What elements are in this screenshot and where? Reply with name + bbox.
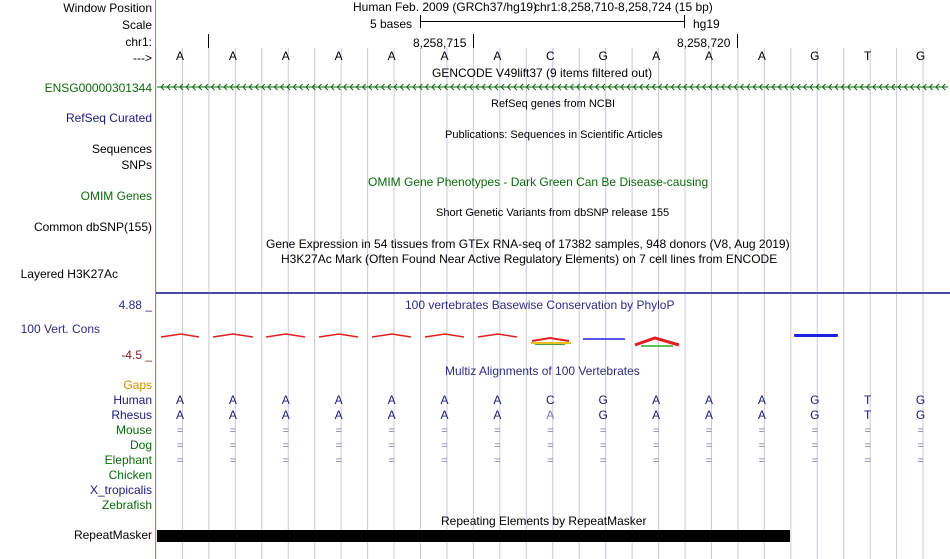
alignment-base-human: A	[281, 393, 290, 407]
ruler-tick-1	[473, 34, 474, 48]
dbsnp-track-label[interactable]: Common dbSNP(155)	[33, 220, 152, 234]
alignment-base-rhesus: A	[175, 408, 184, 422]
alignment-base-elephant: =	[705, 455, 713, 467]
alignment-base-mouse: =	[441, 425, 448, 437]
alignment-base-elephant: =	[547, 455, 554, 467]
alignment-base-elephant: =	[335, 455, 342, 467]
sequence-base: G	[915, 49, 926, 63]
alignment-base-dog: =	[441, 440, 448, 452]
alignment-base-elephant: =	[388, 455, 395, 467]
alignment-base-rhesus: G	[810, 408, 820, 422]
browser-image-area	[155, 0, 950, 559]
alignment-base-rhesus: A	[546, 408, 555, 422]
repeatmasker-track-label[interactable]: RepeatMasker	[73, 528, 152, 542]
snps-track-label[interactable]: SNPs	[121, 158, 152, 172]
alignment-base-mouse: =	[335, 425, 342, 437]
alignment-base-mouse: =	[599, 425, 607, 437]
alignment-base-dog: =	[229, 440, 237, 452]
alignment-base-human: G	[598, 393, 608, 407]
alignment-base-mouse: =	[388, 425, 395, 437]
alignment-base-dog: =	[917, 440, 924, 452]
h3k27ac-track-label[interactable]: Layered H3K27Ac	[20, 267, 118, 281]
alignment-base-human: A	[387, 393, 396, 407]
refseq-track-title: RefSeq genes from NCBI	[491, 98, 616, 110]
repeat-element-block[interactable]	[157, 530, 790, 542]
refseq-track-label[interactable]: RefSeq Curated	[65, 111, 152, 125]
species-elephant-label[interactable]: Elephant	[104, 453, 152, 467]
alignment-base-mouse: =	[176, 425, 184, 437]
gencode-track-title: GENCODE V49lift37 (9 items filtered out)	[432, 66, 653, 80]
alignment-base-rhesus: A	[493, 408, 502, 422]
alignment-base-elephant: =	[282, 455, 290, 467]
strand-arrow-label[interactable]: --->	[133, 51, 152, 65]
alignment-base-mouse: =	[282, 425, 290, 437]
alignment-base-rhesus: G	[598, 408, 608, 422]
multiz-track-title: Multiz Alignments of 100 Vertebrates	[445, 364, 640, 378]
alignment-base-dog: =	[811, 440, 819, 452]
sequence-base: T	[864, 49, 872, 63]
alignment-base-rhesus: A	[757, 408, 766, 422]
alignment-base-mouse: =	[758, 425, 766, 437]
sequence-base: A	[175, 49, 184, 63]
alignment-base-dog: =	[599, 440, 607, 452]
alignment-base-mouse: =	[811, 425, 819, 437]
gtex-track-title: Gene Expression in 54 tissues from GTEx RNA-seq of 17382 samples, 948 donors (V8, Aug 2019)	[266, 237, 790, 251]
omim-track-label[interactable]: OMIM Genes	[80, 189, 152, 203]
species-mouse-label[interactable]: Mouse	[115, 423, 152, 437]
scale-bar-right-tick	[684, 15, 685, 28]
dbsnp-track-title: Short Genetic Variants from dbSNP release 155	[436, 207, 670, 219]
alignment-base-human: A	[228, 393, 237, 407]
alignment-base-human: A	[175, 393, 184, 407]
alignment-base-rhesus: A	[334, 408, 343, 422]
alignment-base-dog: =	[705, 440, 713, 452]
alignment-base-human: A	[334, 393, 343, 407]
species-dog-label[interactable]: Dog	[129, 438, 152, 452]
scale-db-text: hg19	[693, 17, 720, 31]
ruler-tick-start	[208, 34, 209, 48]
scale-text: 5 bases	[370, 17, 413, 31]
sequence-base: A	[281, 49, 290, 63]
sequence-base: A	[757, 49, 766, 63]
alignment-base-elephant: =	[176, 455, 184, 467]
alignment-base-dog: =	[282, 440, 290, 452]
alignment-base-human: A	[493, 393, 502, 407]
alignment-base-rhesus: T	[864, 408, 872, 422]
alignment-base-rhesus: A	[281, 408, 290, 422]
scale-bar-left-tick	[420, 15, 421, 28]
omim-track-title: OMIM Gene Phenotypes - Dark Green Can Be Disease-causing	[368, 175, 709, 189]
phylop-min-label: -4.5 _	[121, 348, 152, 362]
alignment-base-human: A	[440, 393, 449, 407]
window-position-label: Window Position	[63, 1, 152, 15]
alignment-base-rhesus: A	[387, 408, 396, 422]
alignment-base-mouse: =	[652, 425, 660, 437]
alignment-base-elephant: =	[811, 455, 819, 467]
alignment-base-dog: =	[758, 440, 766, 452]
alignment-base-rhesus: A	[228, 408, 237, 422]
alignment-base-mouse: =	[229, 425, 237, 437]
gaps-label: Gaps	[123, 378, 152, 392]
repeatmasker-track-title: Repeating Elements by RepeatMasker	[441, 514, 647, 528]
alignment-base-human: T	[864, 393, 872, 407]
assembly-title: Human Feb. 2009 (GRCh37/hg19)	[353, 0, 538, 14]
chrom-label: chr1:	[125, 35, 152, 49]
h3k27ac-track-title: H3K27Ac Mark (Often Found Near Active Regulatory Elements) on 7 cell lines from ENCODE	[281, 252, 778, 266]
ruler-pos-2: 8,258,720	[677, 36, 731, 50]
alignment-base-elephant: =	[229, 455, 237, 467]
alignment-base-rhesus: A	[704, 408, 713, 422]
alignment-base-elephant: =	[494, 455, 501, 467]
alignment-base-elephant: =	[917, 455, 924, 467]
alignment-base-elephant: =	[864, 455, 871, 467]
sequence-base: C	[545, 49, 555, 63]
track-label-panel	[0, 0, 156, 559]
species-human-label[interactable]: Human	[113, 393, 152, 407]
alignment-base-human: A	[704, 393, 713, 407]
alignment-base-dog: =	[864, 440, 871, 452]
gencode-gene-feature[interactable]	[155, 82, 950, 92]
alignment-base-human: G	[810, 393, 820, 407]
species-rhesus-label[interactable]: Rhesus	[111, 408, 152, 422]
sequence-base: A	[440, 49, 449, 63]
alignment-base-elephant: =	[599, 455, 607, 467]
alignment-base-rhesus: A	[652, 408, 661, 422]
sequence-base: A	[228, 49, 237, 63]
sequence-base: A	[704, 49, 713, 63]
sequence-base: A	[334, 49, 343, 63]
alignment-base-dog: =	[652, 440, 660, 452]
sequence-base: G	[598, 49, 608, 63]
alignment-base-mouse: =	[864, 425, 871, 437]
scale-label: Scale	[121, 18, 152, 32]
alignment-base-elephant: =	[758, 455, 766, 467]
alignment-base-rhesus: A	[440, 408, 449, 422]
alignment-base-elephant: =	[652, 455, 660, 467]
sequences-track-label[interactable]: Sequences	[91, 142, 152, 156]
alignment-base-human: C	[545, 393, 555, 407]
sequence-base: A	[387, 49, 396, 63]
alignment-base-dog: =	[176, 440, 184, 452]
ruler-tick-2	[737, 34, 738, 48]
alignment-base-mouse: =	[705, 425, 713, 437]
species-xtropicalis-label[interactable]: X_tropicalis	[89, 483, 152, 497]
species-chicken-label[interactable]: Chicken	[108, 468, 152, 482]
sequence-base: A	[493, 49, 502, 63]
alignment-base-elephant: =	[441, 455, 448, 467]
alignment-base-dog: =	[494, 440, 501, 452]
ruler-pos-1: 8,258,715	[413, 36, 467, 50]
alignment-base-dog: =	[547, 440, 554, 452]
alignment-base-mouse: =	[494, 425, 501, 437]
phylop-max-label: 4.88 _	[118, 298, 152, 312]
alignment-base-mouse: =	[547, 425, 554, 437]
alignment-base-human: G	[915, 393, 926, 407]
sequence-base: A	[652, 49, 661, 63]
scale-bar	[420, 21, 684, 22]
alignment-base-human: A	[757, 393, 766, 407]
track-separator	[155, 292, 950, 294]
publications-track-title: Publications: Sequences in Scientific Articles	[445, 129, 663, 141]
alignment-base-rhesus: G	[915, 408, 926, 422]
alignment-base-human: A	[652, 393, 661, 407]
cons-track-label[interactable]: 100 Vert. Cons	[20, 322, 100, 336]
alignment-base-dog: =	[335, 440, 342, 452]
gene-id-label[interactable]: ENSG00000301344	[44, 81, 152, 95]
phylop-track-title: 100 vertebrates Basewise Conservation by PhyloP	[405, 298, 675, 312]
alignment-base-dog: =	[388, 440, 395, 452]
sequence-base: G	[810, 49, 820, 63]
position-title: chr1:8,258,710-8,258,724 (15 bp)	[534, 0, 713, 14]
species-zebrafish-label[interactable]: Zebrafish	[101, 498, 152, 512]
alignment-base-mouse: =	[917, 425, 924, 437]
phylop-conservation-plot	[155, 326, 950, 350]
